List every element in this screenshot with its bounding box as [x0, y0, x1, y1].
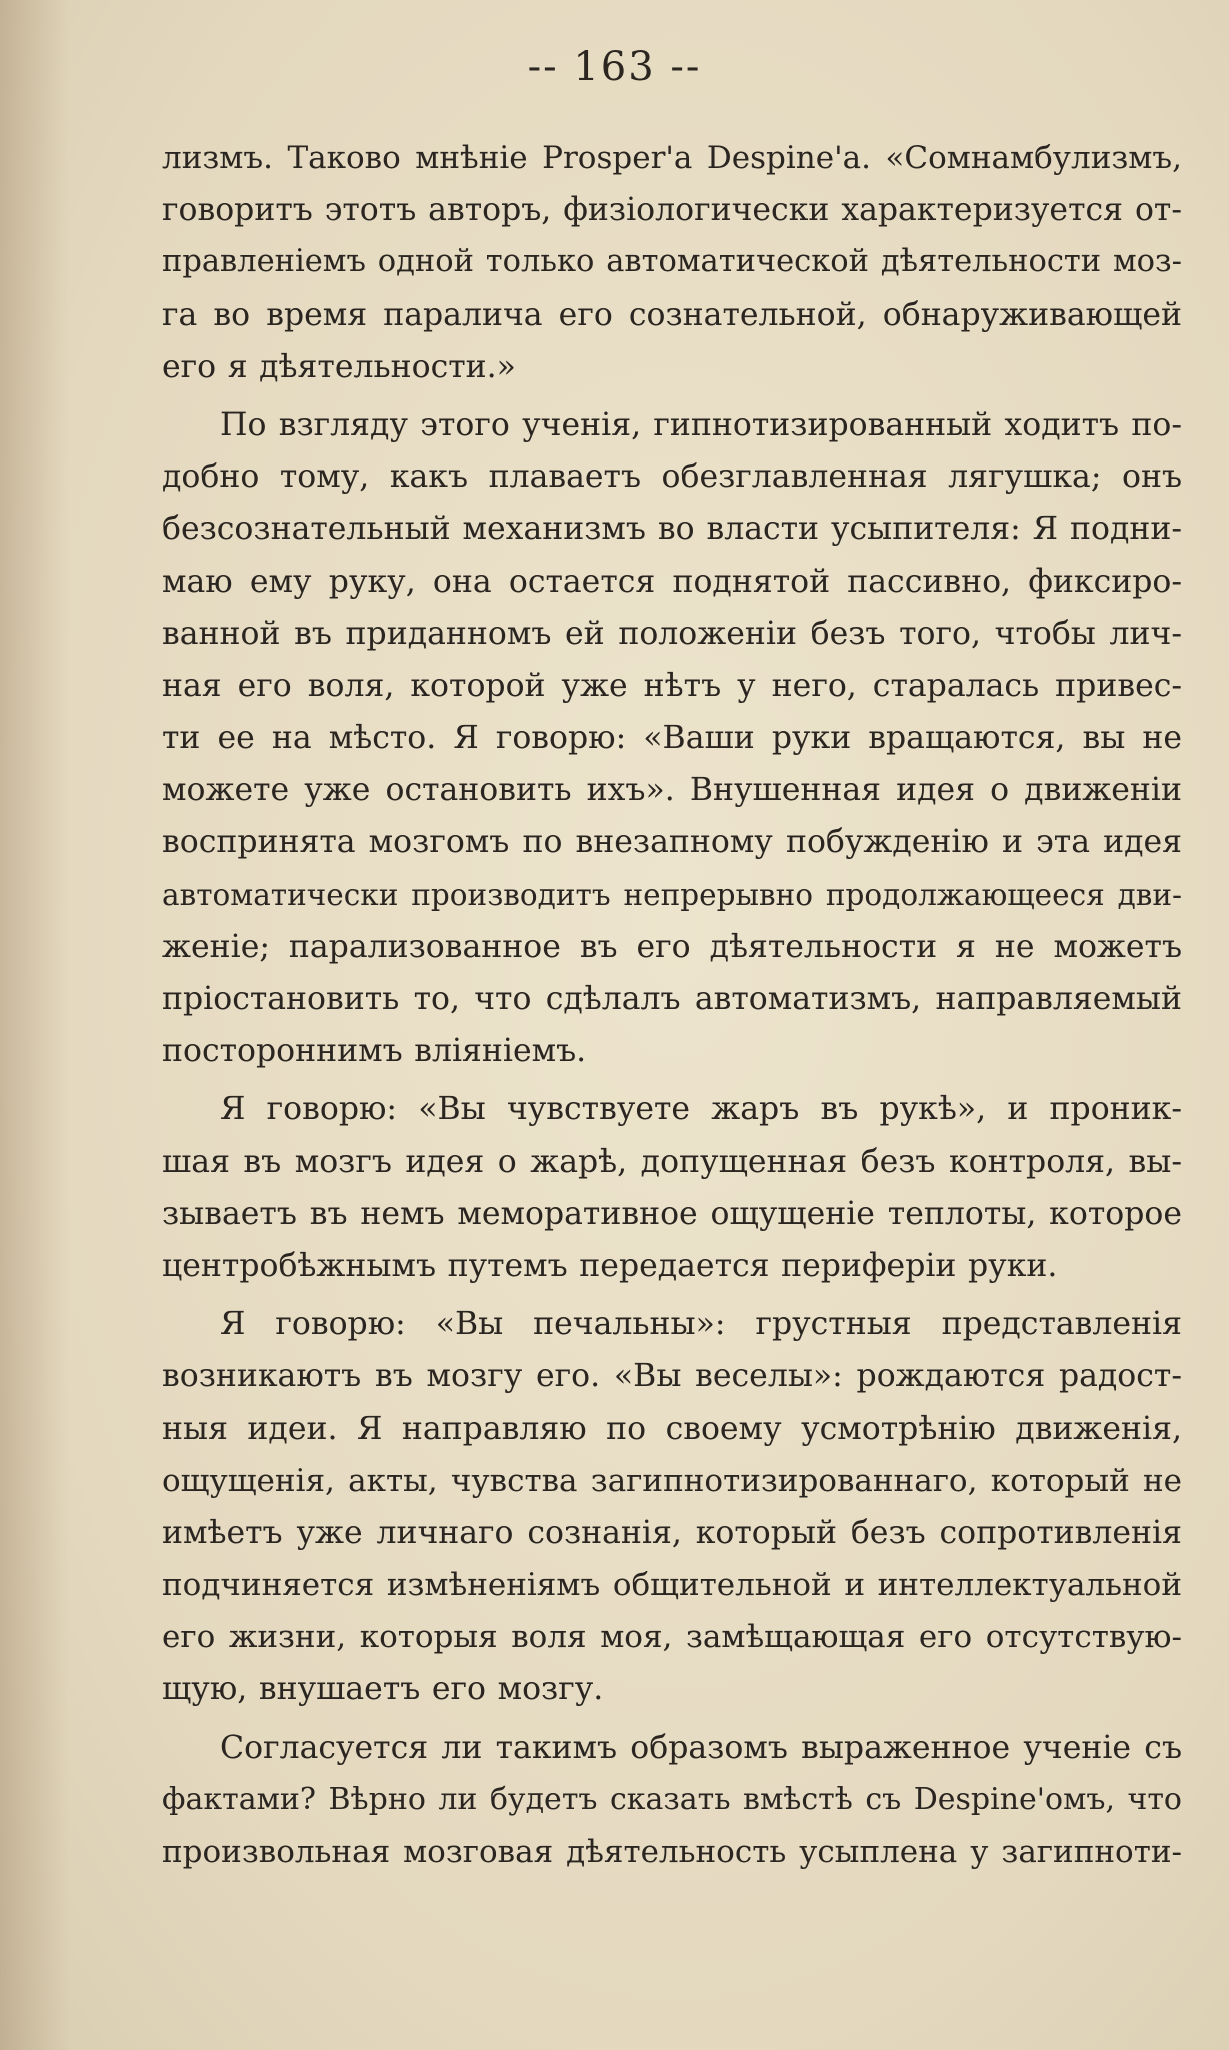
body-text	[162, 132, 1182, 1878]
text-line: женіе; парализованное въ его дѣятельности я не можетъ	[162, 928, 1182, 965]
text-line: его жизни, которыя воля моя, замѣщающая его отсутствую-	[162, 1619, 1182, 1656]
text-line: постороннимъ вліяніемъ.	[162, 1033, 587, 1070]
text-line: можете уже остановить ихъ». Внушенная идея о движеніи	[162, 772, 1182, 809]
text-line: подчиняется измѣненіямъ общительной и интеллектуальной	[162, 1567, 1182, 1604]
text-line: лизмъ. Таково мнѣніе Prosper'a Despine'a. «Сомнамбулизмъ,	[162, 140, 1182, 176]
text-line: правленіемъ одной только автоматической дѣятельности моз-	[162, 244, 1182, 280]
text-line: произвольная мозговая дѣятельность усыплена у загипноти-	[162, 1834, 1182, 1870]
text-line: Я говорю: «Вы чувствуете жаръ въ рукѣ», и проник-	[220, 1091, 1182, 1128]
text-line: га во время паралича его сознательной, обнаруживающей	[162, 296, 1182, 333]
text-line: ти ее на мѣсто. Я говорю: «Ваши руки вращаются, вы не	[162, 720, 1182, 757]
text-line: безсознательный механизмъ во власти усыпителя: Я подни-	[162, 511, 1182, 548]
text-line: говоритъ этотъ авторъ, физіологически характеризуется от-	[162, 192, 1182, 229]
text-line: имѣетъ уже личнаго сознанія, который безъ сопротивленія	[162, 1514, 1182, 1551]
text-line: шая въ мозгъ идея о жарѣ, допущенная безъ контроля, вы-	[162, 1143, 1182, 1180]
text-line: ванной въ приданномъ ей положеніи безъ того, чтобы лич-	[162, 615, 1182, 652]
text-line: фактами? Вѣрно ли будетъ сказать вмѣстѣ съ Despine'омъ, что	[162, 1781, 1182, 1817]
text-line: добно тому, какъ плаваетъ обезглавленная лягушка; онъ	[162, 459, 1182, 496]
text-line: его я дѣятельности.»	[162, 348, 516, 385]
text-line: ныя идеи. Я направляю по своему усмотрѣнію движенія,	[162, 1410, 1182, 1447]
text-line: воспринята мозгомъ по внезапному побужденію и эта идея	[162, 824, 1182, 861]
text-line: Я говорю: «Вы печальны»: грустныя представленія	[220, 1306, 1182, 1343]
page-number: -- 163 --	[527, 44, 702, 90]
text-line: По взгляду этого ученія, гипнотизированный ходитъ по-	[220, 406, 1182, 443]
text-line: ощущенія, акты, чувства загипнотизированнаго, который не	[162, 1462, 1182, 1499]
text-line: центробѣжнымъ путемъ передается периферіи руки.	[162, 1247, 1058, 1284]
text-line: щую, внушаетъ его мозгу.	[162, 1671, 604, 1708]
text-line: Согласуется ли такимъ образомъ выраженное ученіе съ	[220, 1729, 1182, 1766]
text-line: пріостановить то, что сдѣлалъ автоматизмъ, направляемый	[162, 981, 1182, 1017]
text-line: ная его воля, которой уже нѣтъ у него, старалась привес-	[162, 667, 1182, 704]
text-line: возникаютъ въ мозгу его. «Вы веселы»: рождаются радост-	[162, 1358, 1182, 1395]
text-line: зываетъ въ немъ меморативное ощущеніе теплоты, которое	[162, 1195, 1182, 1232]
text-line: автоматически производитъ непрерывно продолжающееся дви-	[162, 877, 1182, 912]
text-line: маю ему руку, она остается поднятой пассивно, фиксиро-	[162, 563, 1182, 600]
